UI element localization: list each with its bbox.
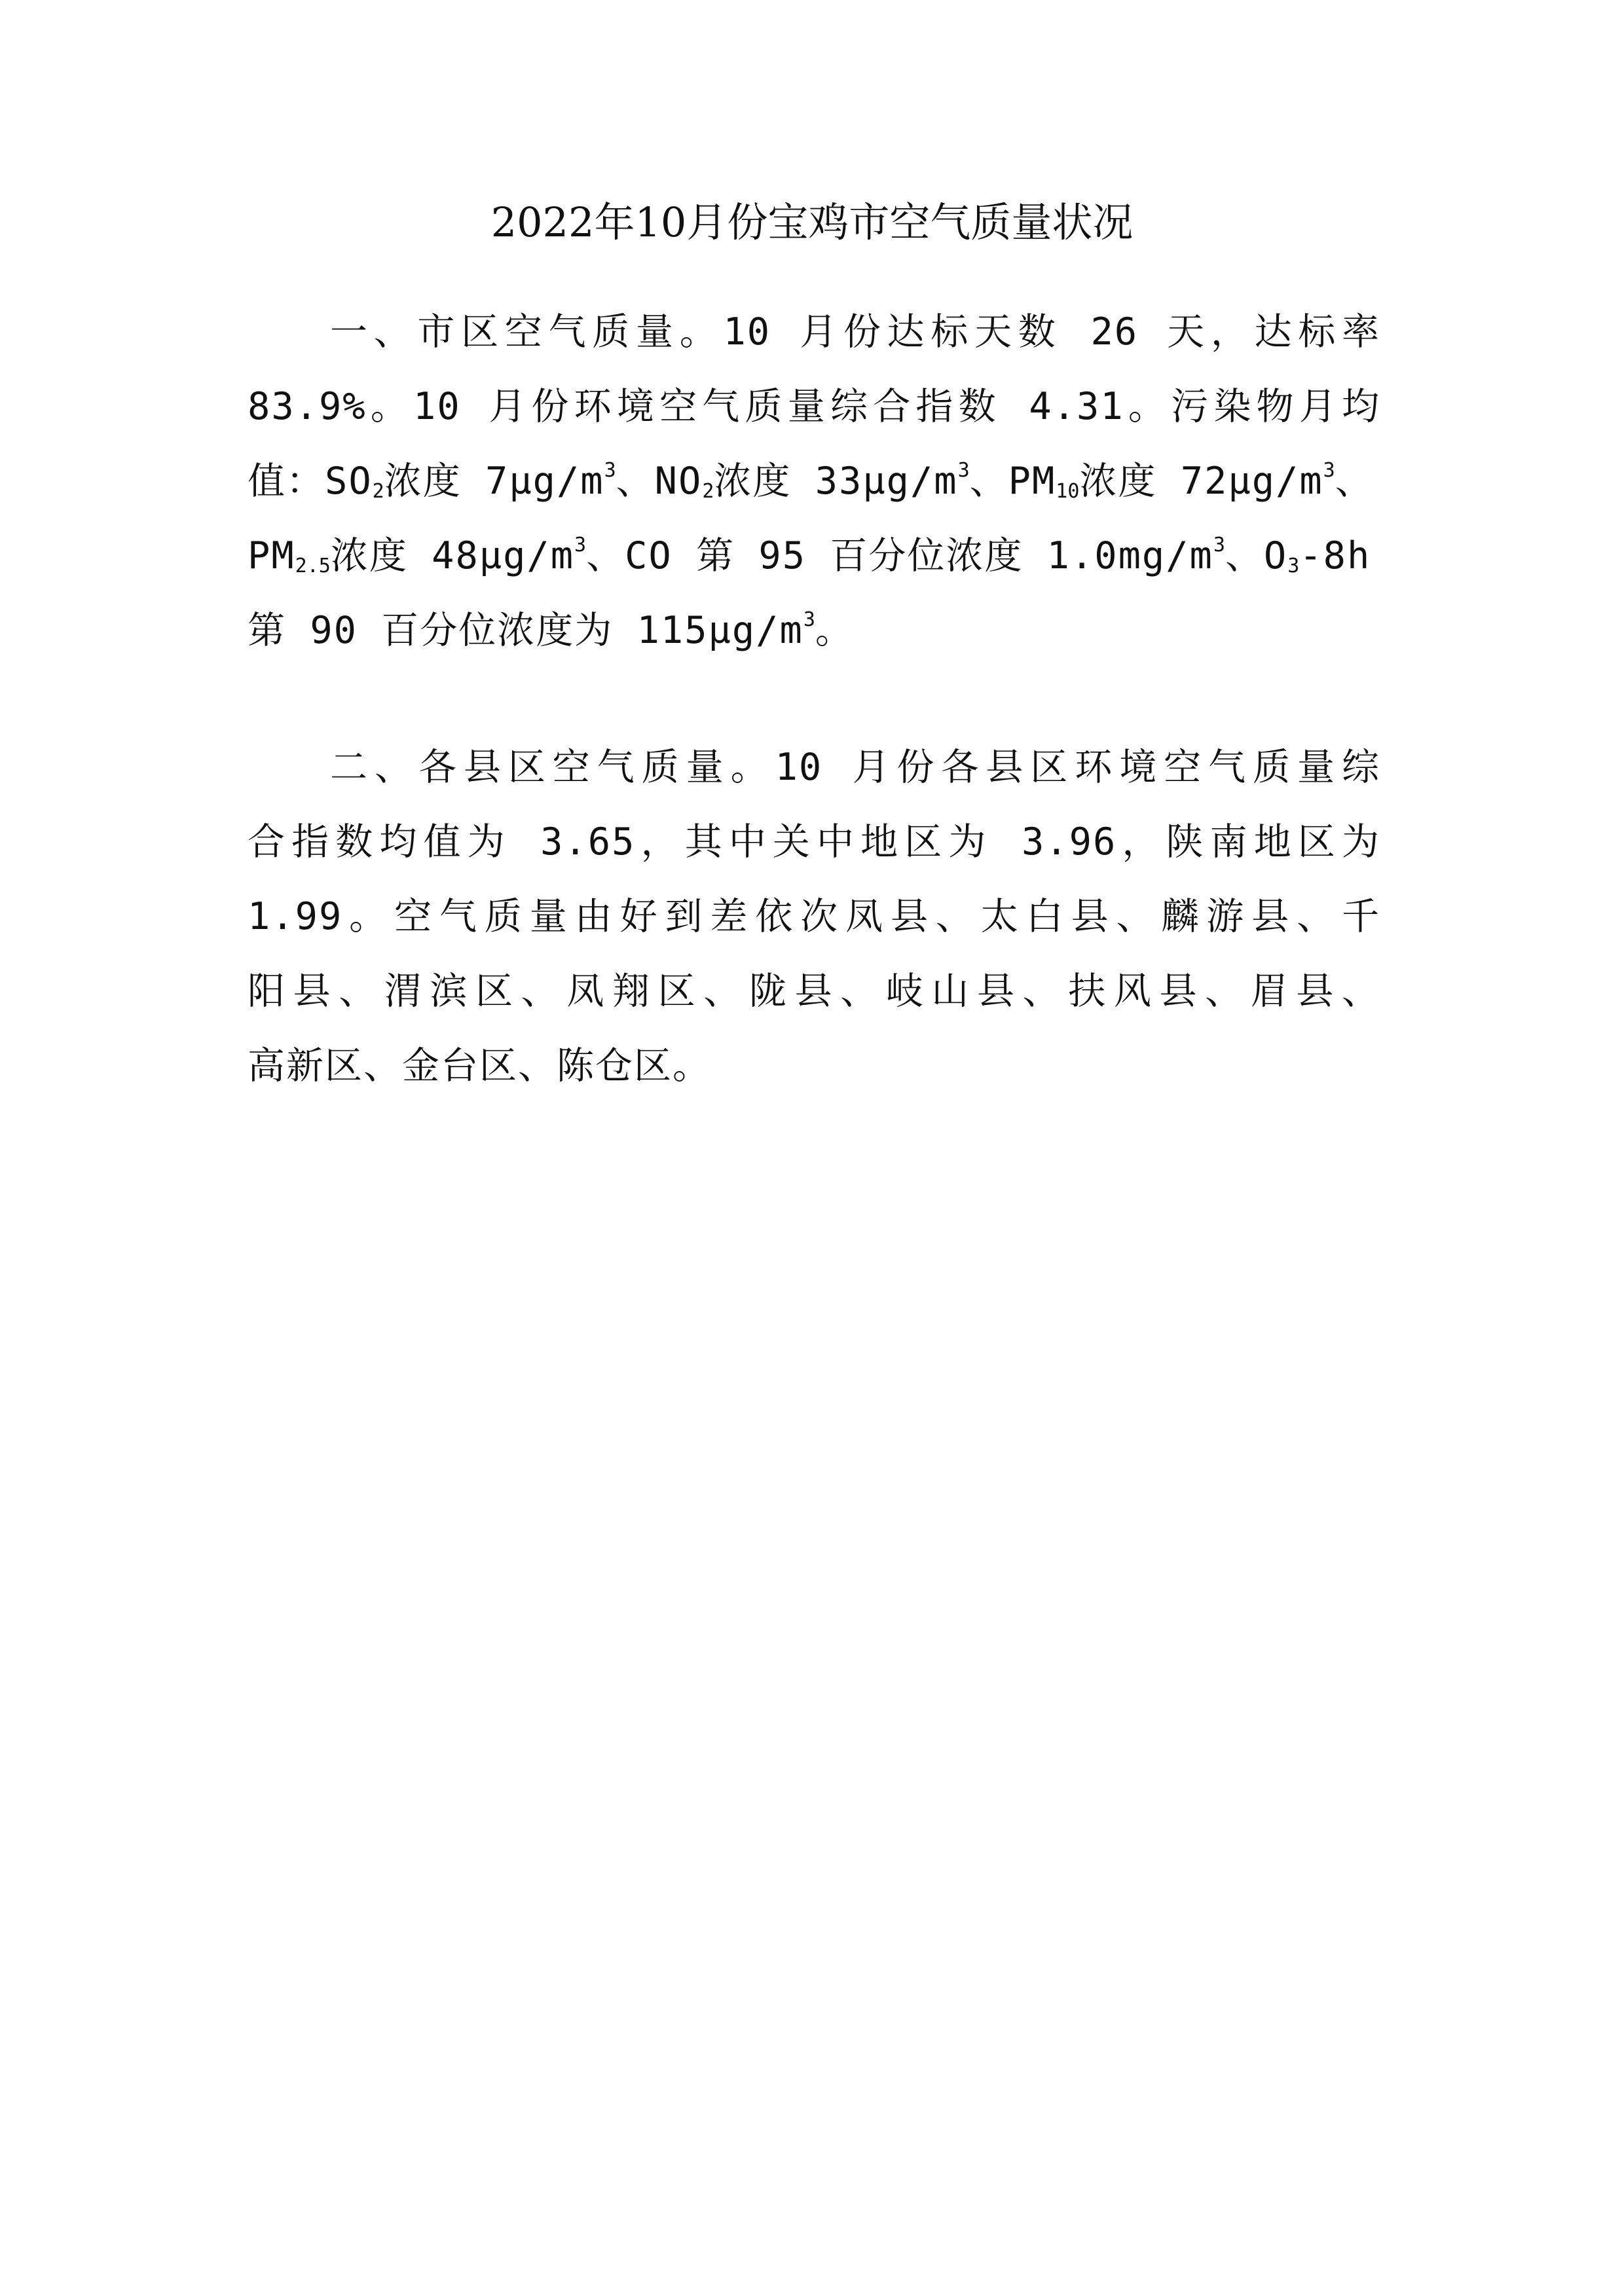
paragraph-line: 83.9%。10 月份环境空气质量综合指数 4.31。污染物月均	[248, 385, 1380, 428]
paragraph-line-pollutants-1	[248, 444, 1380, 519]
pm25-subscript: 2.5	[295, 555, 331, 577]
paragraph-line: 二、各县区空气质量。10 月份各县区环境空气质量综	[330, 746, 1380, 789]
paragraph-line-pollutants-2	[248, 519, 1380, 593]
paragraph-line: 阳县、渭滨区、凤翔区、陇县、岐山县、扶风县、眉县、	[248, 970, 1380, 1013]
text-run: 。	[815, 609, 854, 652]
text-run: 、CO 第 95 百分位浓度 1.0mg/m	[586, 534, 1213, 577]
text-run: 浓度 33μg/m	[714, 460, 958, 503]
document-title: 2022年10月份宝鸡市空气质量状况	[490, 198, 1134, 246]
paragraph-line: 合指数均值为 3.65，其中关中地区为 3.96，陕南地区为	[248, 820, 1380, 864]
text-run: 、	[1335, 460, 1374, 503]
paragraph-line: 1.99。空气质量由好到差依次凤县、太白县、麟游县、千	[248, 895, 1380, 938]
unit-superscript: 3	[1323, 459, 1335, 482]
text-run: 、O	[1225, 534, 1288, 577]
unit-superscript: 3	[574, 534, 587, 556]
paragraph-county-air-quality	[248, 730, 1380, 1103]
o3-subscript: 3	[1287, 555, 1300, 577]
no2-subscript: 2	[702, 480, 714, 503]
unit-superscript: 3	[957, 459, 970, 482]
paragraph-line: 高新区、金台区、陈仓区。	[248, 1044, 711, 1087]
text-run: 、PM	[969, 460, 1056, 503]
text-run: 、NO	[616, 460, 703, 503]
unit-superscript: 3	[1213, 534, 1225, 556]
text-run: 值：SO	[248, 460, 373, 503]
text-run: 浓度 72μg/m	[1079, 460, 1323, 503]
paragraph-line: 一、市区空气质量。10 月份达标天数 26 天，达标率	[330, 310, 1380, 354]
pm10-subscript: 10	[1056, 480, 1080, 503]
so2-subscript: 2	[372, 480, 384, 503]
text-run: 浓度 7μg/m	[384, 460, 604, 503]
unit-superscript: 3	[803, 608, 815, 631]
text-run: PM	[248, 534, 295, 577]
text-run: 第 90 百分位浓度为 115μg/m	[248, 609, 803, 652]
paragraph-line-pollutants-3	[248, 593, 1380, 668]
paragraph-city-air-quality	[248, 295, 1380, 668]
text-run: 浓度 48μg/m	[330, 534, 575, 577]
text-run: -8h	[1299, 534, 1371, 577]
unit-superscript: 3	[604, 459, 616, 482]
